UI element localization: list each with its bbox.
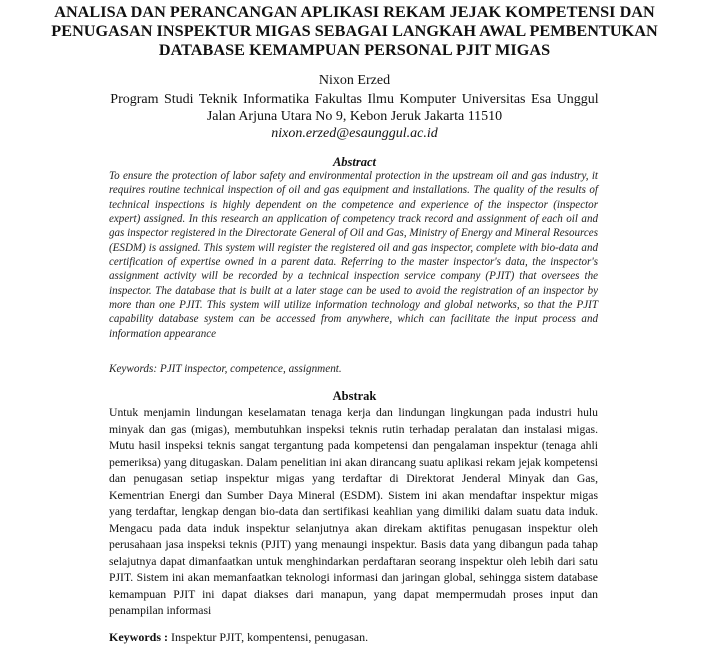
paper-title: ANALISA DAN PERANCANGAN APLIKASI REKAM JEJAK KOMPETENSI DAN PENUGASAN INSPEKTUR MIGAS SEBAGAI LANGKAH AWAL PEMBENTUKAN DATABASE KEMAMPUAN PERSONAL PJIT MIGAS [51, 3, 658, 59]
abstract-heading: Abstract [332, 155, 377, 169]
abstrak-keywords [109, 630, 598, 645]
abstract-keywords: Keywords: PJIT inspector, competence, assignment. [109, 363, 342, 375]
author-name: Nixon Erzed [318, 73, 391, 88]
abstrak-body: Untuk menjamin lindungan keselamatan tenaga kerja dan lindungan lingkungan pada industri hulu minyak dan gas (migas), membutuhkan inspeksi teknis rutin terhadap peralatan dan instalasi migas. Mutu hasil inspeksi teknis sangat tergantung pada kompetensi dan pengalaman inspektur (tenaga ahli pemeriksa) yang ditugaskan. Dalam penelitian ini akan dirancang suatu aplikasi rekam jejak kompetensi dan penugasan setiap inspektur migas yang terdaftar di Direktorat Jenderal Minyak dan Gas, Kementrian Energi dan Sumber Daya Mineral (ESDM). Sistem ini akan mendaftar inspektur migas yang terdaftar, lengkap dengan bio-data dan sertifikasi keahlian yang dimiliki dalam suatu data induk. Mengacu pada data induk inspektur selanjutnya akan direkam aktifitas penugasan inspektur oleh perusahaan jasa inspeksi teknis (PJIT) yang menaungi inspektur. Basis data yang dibangun pada tahap selajutnya dapat dimanfaatkan untuk menghindarkan perdaftaran seorang inspektur oleh lebih dari satu PJIT. Sistem ini akan memanfaatkan teknologi informasi dan jaringan global, sehingga sistem database kemampuan PJIT ini dapat diakses dari manapun, yang dapat mempermudah proses input dan penampilan informasi [109, 406, 598, 617]
abstrak-keywords-label: Keywords : [109, 630, 168, 644]
author-affiliation: Program Studi Teknik Informatika Fakultas Ilmu Komputer Universitas Esa Unggul [110, 92, 599, 107]
abstract-body: To ensure the protection of labor safety and environmental protection in the upstream oil and gas industry, it requires routine technical inspection of oil and gas equipment and installations. The quality of the results of technical inspections is highly dependent on the competence and experience of the inspector (inspector expert) assigned. In this research an application of competency track record and assignment of each oil and gas inspector registered in the Directorate General of Oil and Gas, Ministry of Energy and Mineral Resources (ESDM) is assigned. This system will register the registered oil and gas inspector, complete with bio-data and certification of expertise owned in a parent data. Referring to the master inspector's data, the inspector's assignment activity will be recorded by a technical inspection service company (PJIT) that oversees the inspector. The database that is built at a later stage can be used to avoid the registration of an inspector by more than one PJIT. This system will utilize information technology and global networks, so that the PJIT capability database system can be accessed from anywhere, which can facilitate the input process and information appearance [109, 170, 598, 340]
abstrak-keywords-value: Inspektur PJIT, kompentensi, penugasan. [168, 630, 369, 644]
author-email: nixon.erzed@esaunggul.ac.id [271, 126, 438, 141]
author-address: Jalan Arjuna Utara No 9, Kebon Jeruk Jakarta 11510 [206, 109, 503, 124]
abstrak-heading: Abstrak [332, 389, 377, 403]
